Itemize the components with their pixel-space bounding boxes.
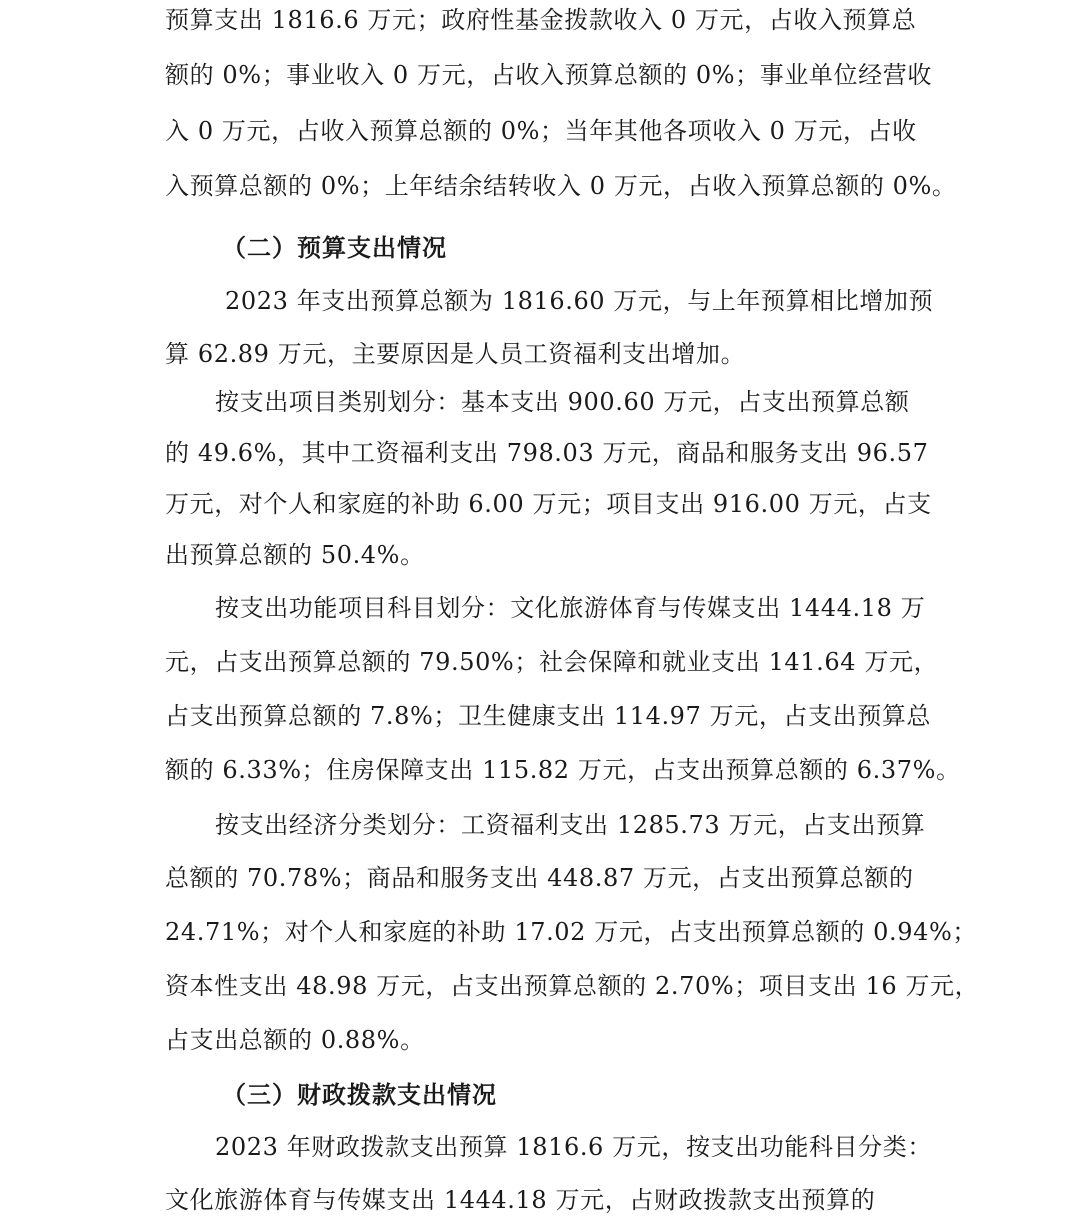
text-line: 按支出功能项目科目划分：文化旅游体育与传媒支出 1444.18 万 [215,594,926,622]
text-line: 占支出总额的 0.88%。 [165,1026,425,1054]
text-line: 出预算总额的 50.4%。 [165,541,425,569]
text-line: 按支出项目类别划分：基本支出 900.60 万元，占支出预算总额 [215,388,910,416]
text-line: 额的 0%；事业收入 0 万元，占收入预算总额的 0%；事业单位经营收 [165,61,932,89]
text-line: 2023 年财政拨款支出预算 1816.6 万元，按支出功能科目分类： [215,1133,932,1161]
text-line: 入 0 万元，占收入预算总额的 0%；当年其他各项收入 0 万元，占收 [165,117,917,145]
text-line: 24.71%；对个人和家庭的补助 17.02 万元，占支出预算总额的 0.94%； [165,918,977,946]
section-heading-fiscal-appropriation: （三）财政拨款支出情况 [222,1080,497,1109]
text-line: 资本性支出 48.98 万元，占支出预算总额的 2.70%；项目支出 16 万元， [165,972,980,1000]
text-line: 总额的 70.78%；商品和服务支出 448.87 万元，占支出预算总额的 [165,864,914,892]
text-line: 万元，对个人和家庭的补助 6.00 万元；项目支出 916.00 万元，占支 [165,490,932,518]
text-line: 算 62.89 万元，主要原因是人员工资福利支出增加。 [165,340,746,368]
text-line: 元，占支出预算总额的 79.50%；社会保障和就业支出 141.64 万元， [165,648,939,676]
text-line: 预算支出 1816.6 万元；政府性基金拨款收入 0 万元，占收入预算总 [165,6,917,34]
text-line: 入预算总额的 0%；上年结余结转收入 0 万元，占收入预算总额的 0%。 [165,172,957,200]
section-heading-budget-expenditure: （二）预算支出情况 [222,233,447,262]
text-line: 的 49.6%，其中工资福利支出 798.03 万元，商品和服务支出 96.57 [165,439,929,467]
text-line: 额的 6.33%；住房保障支出 115.82 万元，占支出预算总额的 6.37%。 [165,756,961,784]
text-line: 文化旅游体育与传媒支出 1444.18 万元，占财政拨款支出预算的 [165,1186,876,1214]
text-line: 2023 年支出预算总额为 1816.60 万元，与上年预算相比增加预 [225,287,934,315]
text-line: 占支出预算总额的 7.8%；卫生健康支出 114.97 万元，占支出预算总 [165,702,932,730]
text-line: 按支出经济分类划分：工资福利支出 1285.73 万元，占支出预算 [215,811,926,839]
